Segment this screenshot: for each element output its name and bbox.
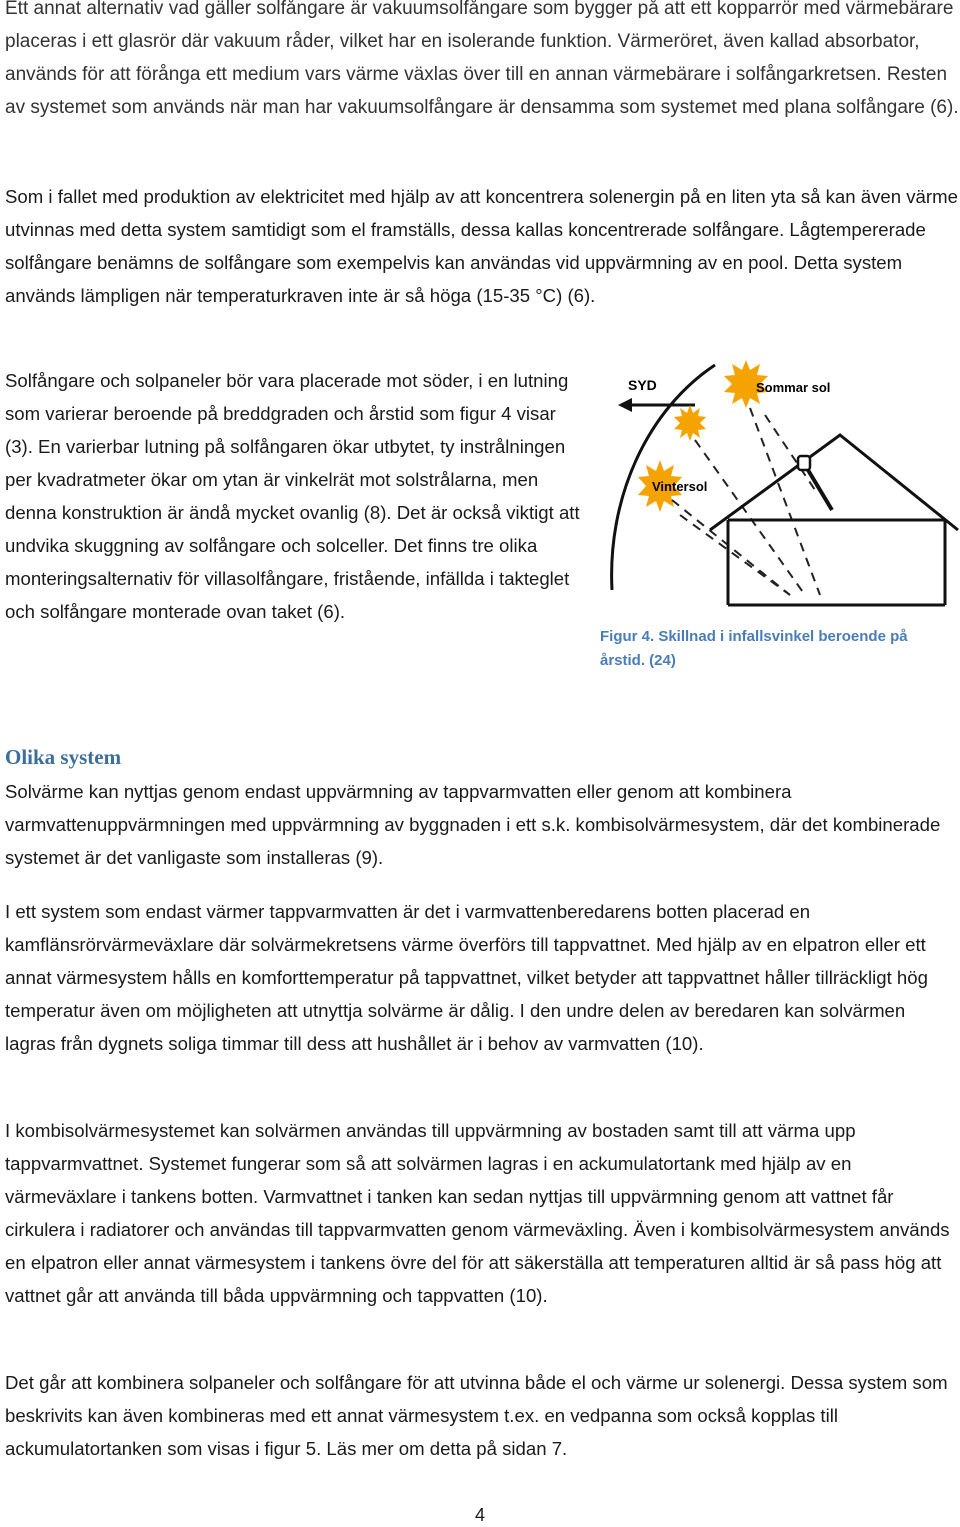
house [710,435,958,605]
figure-caption: Figur 4. Skillnad i infallsvinkel beroende på årstid. (24) [600,628,908,669]
label-winter-sun: Vintersol [652,479,708,494]
label-summer-sun: Sommar sol [756,380,831,395]
paragraph-combination: Det går att kombinera solpaneler och solfångare för att utvinna både el och värme ur solenergi. Dessa system som beskrivits kan även kombineras med ett annat värmesystem t.ex. en vedpanna som också kopplas till ackumulatortanken som visas i figur 5. Läs mer om detta på sidan 7. [5,1372,948,1459]
figure-sun-angle-diagram [600,360,960,620]
paragraph-concentrated-collectors: Som i fallet med produktion av elektricitet med hjälp av att koncentrera solenergin på en liten yta så kan även värme utvinnas med detta system samtidigt som el framställs, dessa kallas koncentrerade solfångare. Lågtempererade solfångare benämns de solfångare som exempelvis kan användas vid uppvärmning av en pool. Detta system används lämpligen när temperaturkraven inte är så höga (15-35 °C) (6). [5,186,958,306]
paragraph-placement: Solfångare och solpaneler bör vara placerade mot söder, i en lutning som varierar beroende på breddgraden och årstid som figur 4 visar (3). En varierbar lutning på solfångaren ökar utbytet, ty instrålningen per kvadratmeter ökar om ytan är vinkelrät mot solstrålarna, men denna konstruktion är ändå mycket ovanlig (8). Det är också viktigt att undvika skuggning av solfångare och solceller. Det finns tre olika monteringsalternativ för villasolfångare, fristående, infällda i takteglet och solfångare monterade ovan taket (6). [5,370,580,622]
paragraph-tap-water-system: I ett system som endast värmer tappvarmvatten är det i varmvattenberedarens botten placerad en kamflänsrörvärmeväxlare där solvärmekretsens värme överförs till tappvattnet. Med hjälp av en elpatron eller ett annat värmesystem hålls en komforttemperatur på tappvattnet, vilket betyder att tappvattnet håller tillräckligt hög temperatur även om möjligheten att utnyttja solvärme är dålig. I den undre delen av beredaren kan solvärmen lagras från dygnets soliga timmar till dess att hushållet är i behov av varmvatten (10). [5,901,928,1054]
paragraph-systems-intro: Solvärme kan nyttjas genom endast uppvärmning av tappvarmvatten eller genom att kombinera varmvattenuppvärmningen med uppvärmning av byggnaden i ett s.k. kombisolvärmesystem, där det kombinerade systemet är det vanligaste som installeras (9). [5,781,941,868]
south-arrow-head [618,398,632,412]
solar-collector-icon [798,456,832,510]
paragraph-vacuum-collectors: Ett annat alternativ vad gäller solfångare är vakuumsolfångare som bygger på att ett kopparrör med värmebärare placeras i ett glasrör där vakuum råder, vilket har en isolerande funktion. Värmeröret, även kallad absorbator, används för att förånga ett medium vars värme växlas över till en annan värmebärare i solfångarkretsen. Resten av systemet som används när man har vakuumsolfångare är densamma som systemet med plana solfångare (6). [5,0,959,118]
summer-sun-small-icon [674,405,706,441]
sun-rays [672,408,820,595]
paragraph-combi-system: I kombisolvärmesystemet kan solvärmen användas till uppvärmning av bostaden samt till att värma upp tappvarmvattnet. Systemet fungerar som så att solvärmen lagras i en ackumulatortank med hjälp av en värmeväxlare i tankens botten. Varmvattnet i tanken kan sedan nyttjas till uppvärmning genom att vattnet får cirkulera i radiatorer och användas till tappvarmvatten genom värmeväxling. Även i kombisolvärmesystem används en elpatron eller annat värmesystem i tankens övre del för att säkerställa att temperaturen alltid är så pass hög att vattnet går att använda till båda uppvärmning och tappvatten (10). [5,1120,950,1306]
section-heading: Olika system [5,745,122,769]
label-south: SYD [628,377,657,393]
page-number: 4 [474,1505,485,1525]
